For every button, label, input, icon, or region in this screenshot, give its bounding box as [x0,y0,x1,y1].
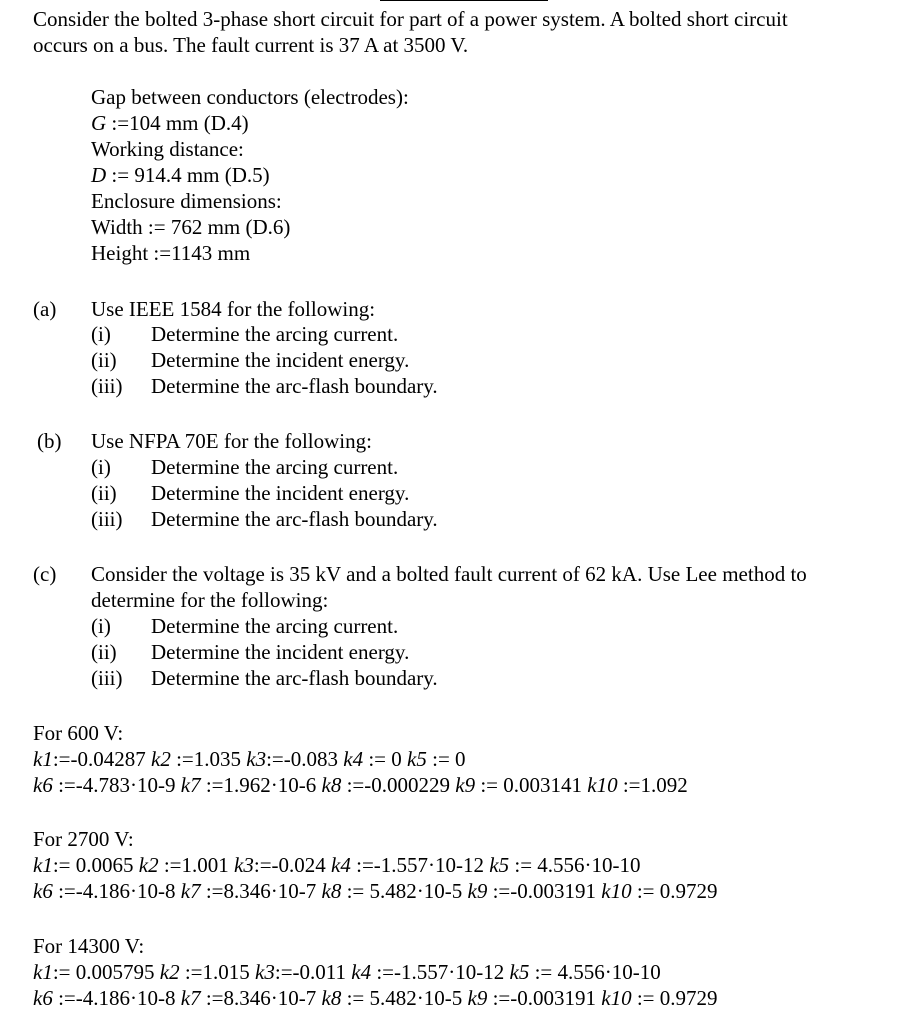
k1-value: := 0.005795 [52,960,160,984]
k5-symbol: k5 [509,960,530,984]
k2-symbol: k2 [138,853,159,877]
gap-var: G [91,111,107,135]
k3-symbol: k3 [234,853,254,877]
k7-symbol: k7 [180,879,201,903]
part-b-item-text: Determine the incident energy. [151,481,410,505]
k7-value: :=8.346·10-7 [200,879,322,903]
k5-value: := 4.556·10-10 [529,960,661,984]
k1-value: :=-0.04287 [52,747,151,771]
part-c-item-num: (i) [91,614,111,638]
constants-2700-title: For 2700 V: [33,827,134,851]
k9-symbol: k9 [455,773,476,797]
k10-value: := 0.9729 [631,986,718,1010]
part-c-label: (c) [33,562,57,586]
working-distance-label: Working distance: [91,137,244,161]
part-b-item-text: Determine the arc-flash boundary. [151,507,438,531]
gap-expression: :=104 mm (D.4) [106,111,249,135]
constants-2700-row-1 [33,852,641,878]
part-c-heading-1: Consider the voltage is 35 kV and a bolted fault current of 62 kA. Use Lee method to [91,562,807,586]
k3-symbol: k3 [246,747,267,771]
k2-value: :=1.035 [170,747,247,771]
k7-symbol: k7 [180,986,201,1010]
part-a-item-num: (i) [91,322,111,346]
k5-symbol: k5 [489,853,510,877]
enclosure-label: Enclosure dimensions: [91,189,282,213]
constants-14300-row-2 [33,985,718,1011]
part-a-item-num: (ii) [91,348,117,372]
gap-label: Gap between conductors (electrodes): [91,85,409,109]
k5-value: := 4.556·10-10 [509,853,641,877]
k3-value: :=-0.083 [266,747,344,771]
k10-symbol: k10 [601,986,632,1010]
part-a-item-text: Determine the arcing current. [151,322,399,346]
k8-symbol: k8 [321,986,342,1010]
part-b-item-num: (iii) [91,507,123,531]
k10-value: :=1.092 [617,773,688,797]
k4-value: :=-1.557·10-12 [371,960,510,984]
k10-value: := 0.9729 [631,879,718,903]
k8-value: :=-0.000229 [341,773,456,797]
k2-value: :=1.001 [158,853,235,877]
part-a-item-text: Determine the incident energy. [151,348,410,372]
part-c-item-num: (iii) [91,666,123,690]
part-c-heading-2: determine for the following: [91,588,329,612]
constants-14300-row-1 [33,959,661,985]
gap-value [91,110,249,136]
part-c-item-text: Determine the arcing current. [151,614,399,638]
k1-symbol: k1 [33,960,53,984]
part-c-item-text: Determine the incident energy. [151,640,410,664]
k8-symbol: k8 [321,773,342,797]
part-c-item-num: (ii) [91,640,117,664]
k10-symbol: k10 [587,773,618,797]
k9-value: :=-0.003191 [487,986,602,1010]
k4-value: :=-1.557·10-12 [350,853,490,877]
k6-symbol: k6 [33,773,53,797]
part-b-item-text: Determine the arcing current. [151,455,399,479]
part-a-item-num: (iii) [91,374,123,398]
intro-line-2: occurs on a bus. The fault current is 37 A at 3500 V. [33,33,469,57]
k5-value: := 0 [426,747,466,771]
k6-value: :=-4.186·10-8 [52,986,181,1010]
constants-2700-row-2 [33,878,718,904]
k8-value: := 5.482·10-5 [341,986,468,1010]
k2-value: :=1.015 [179,960,256,984]
k7-value: :=1.962·10-6 [200,773,322,797]
part-a-item-text: Determine the arc-flash boundary. [151,374,438,398]
k9-value: :=-0.003191 [487,879,602,903]
k2-symbol: k2 [151,747,171,771]
part-b-heading: Use NFPA 70E for the following: [91,429,372,453]
part-b-item-num: (ii) [91,481,117,505]
k4-symbol: k4 [351,960,372,984]
k8-symbol: k8 [321,879,342,903]
k7-symbol: k7 [180,773,201,797]
part-a-label: (a) [33,297,57,321]
wd-expression: := 914.4 mm (D.5) [106,163,270,187]
part-c-item-text: Determine the arc-flash boundary. [151,666,438,690]
k4-value: := 0 [363,747,408,771]
k2-symbol: k2 [159,960,180,984]
k1-symbol: k1 [33,853,53,877]
constants-600-title: For 600 V: [33,721,124,745]
part-b-item-num: (i) [91,455,111,479]
k6-value: :=-4.186·10-8 [52,879,181,903]
k9-value: := 0.003141 [475,773,588,797]
constants-600-row-2 [33,772,688,798]
constants-14300-title: For 14300 V: [33,934,145,958]
k9-symbol: k9 [467,879,488,903]
k1-symbol: k1 [33,747,53,771]
k10-symbol: k10 [601,879,632,903]
intro-line-1: Consider the bolted 3-phase short circuit for part of a power system. A bolted short circuit [33,7,788,31]
k4-symbol: k4 [343,747,364,771]
k3-value: :=-0.011 [274,960,352,984]
top-rule-divider [380,0,548,1]
k8-value: := 5.482·10-5 [341,879,468,903]
enclosure-height: Height :=1143 mm [91,241,251,265]
k3-symbol: k3 [255,960,275,984]
working-distance-value [91,162,270,188]
wd-var: D [91,163,107,187]
k1-value: := 0.0065 [52,853,139,877]
k6-symbol: k6 [33,986,53,1010]
constants-600-row-1 [33,746,466,772]
k5-symbol: k5 [407,747,427,771]
k6-symbol: k6 [33,879,53,903]
part-b-label: (b) [37,429,62,453]
k6-value: :=-4.783·10-9 [52,773,181,797]
part-a-heading: Use IEEE 1584 for the following: [91,297,376,321]
k4-symbol: k4 [331,853,351,877]
enclosure-width: Width := 762 mm (D.6) [91,215,291,239]
k9-symbol: k9 [467,986,488,1010]
k7-value: :=8.346·10-7 [200,986,322,1010]
k3-value: :=-0.024 [253,853,332,877]
